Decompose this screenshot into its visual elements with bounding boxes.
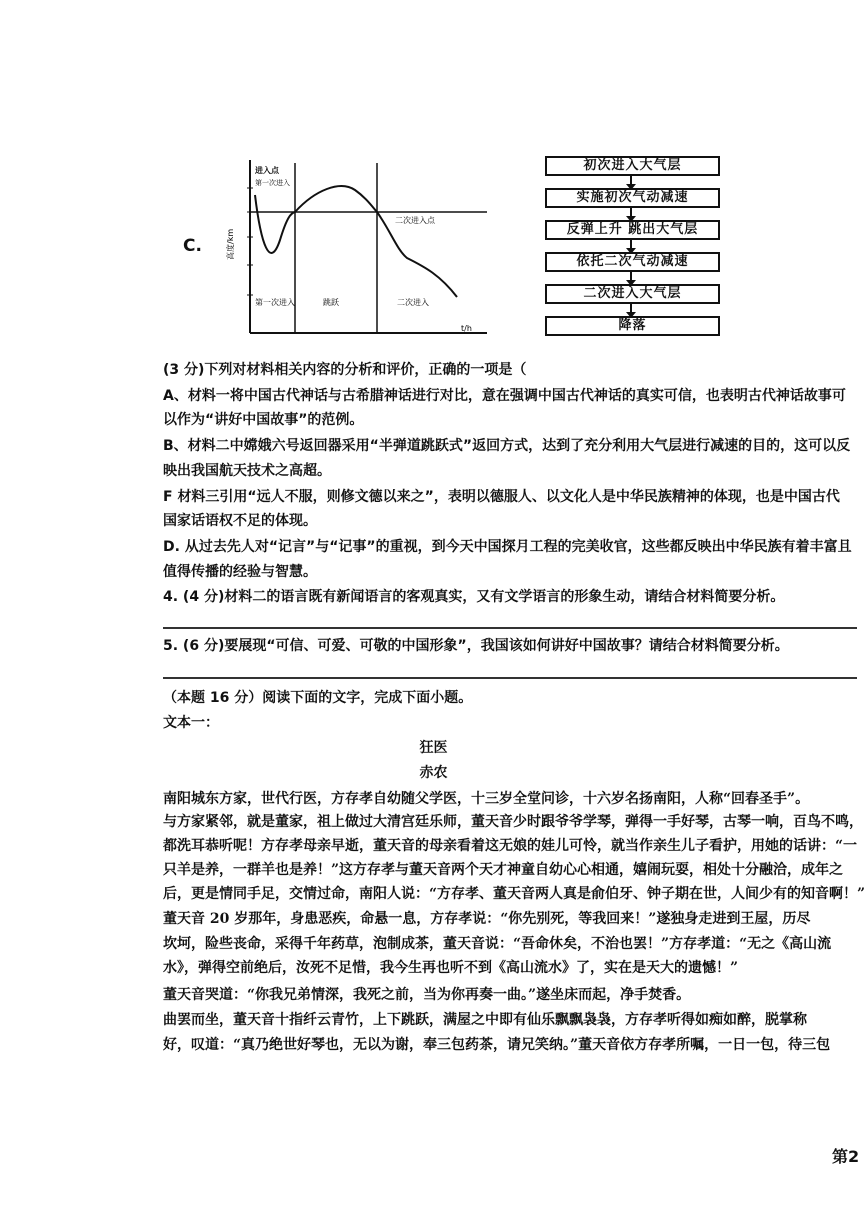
divider bbox=[163, 627, 857, 629]
page-number: 第2 bbox=[832, 1147, 860, 1166]
figure-c-label: C. bbox=[183, 236, 202, 256]
option-a-line1: A、材料一将中国古代神话与古希腊神话进行对比，意在强调中国古代神话的真实可信，也表明古代神话故事可 bbox=[163, 388, 846, 404]
chart-label-second-entry: 二次进入点 bbox=[395, 216, 435, 225]
trajectory-curve bbox=[255, 186, 457, 297]
story-line: 只羊是养，一群羊也是养！”这方存孝与董天音两个天才神童自幼心心相通，嬉闹玩耍，相处十分融洽，成年之 bbox=[163, 862, 844, 878]
flow-arrow-icon bbox=[630, 208, 632, 218]
chart-label-reentry: 二次进入 bbox=[397, 298, 429, 307]
story-line: 都洗耳恭听呢！方存孝母亲早逝，董天音的母亲看着这无娘的娃儿可怜，就当作亲生儿子看护，用她的话讲：“一 bbox=[163, 838, 858, 854]
flow-arrow-icon bbox=[630, 240, 632, 250]
option-b-line1: B、材料二中嫦娥六号返回器采用“半弹道跳跃式”返回方式，达到了充分利用大气层进行减速的目的，这可以反 bbox=[163, 438, 851, 454]
text-label: 文本一： bbox=[163, 715, 219, 731]
chart-y-label: 高度/km bbox=[226, 228, 235, 260]
flow-arrow-icon bbox=[630, 272, 632, 282]
chart-label-entry2: 第一次进入 bbox=[255, 179, 290, 187]
story-line: 水》，弹得空前绝后，汝死不足惜，我今生再也听不到《高山流水》了，实在是天大的遗憾！” bbox=[163, 960, 739, 976]
story-line: 好，叹道：“真乃绝世好琴也，无以为谢，奉三包药茶，请兄笑纳。”董天音依方存孝所嘱，一日一包，待三包 bbox=[163, 1037, 831, 1053]
flow-step: 依托二次气动减速 bbox=[545, 252, 720, 272]
story-title: 狂医 bbox=[419, 740, 448, 756]
question3-stem: (3 分)下列对材料相关内容的分析和评价，正确的一项是（ bbox=[163, 362, 527, 378]
option-f-line1: F 材料三引用“远人不服，则修文德以来之”，表明以德服人、以文化人是中华民族精神的体现，也是中国古代 bbox=[163, 489, 840, 505]
question4: 4. (4 分)材料二的语言既有新闻语言的客观真实，又有文学语言的形象生动，请结合材料简要分析。 bbox=[163, 589, 785, 605]
story-line: 南阳城东方家，世代行医，方存孝自幼随父学医，十三岁全堂问诊，十六岁名扬南阳，人称“回春圣手”。 bbox=[163, 791, 810, 807]
flow-arrow-icon bbox=[630, 176, 632, 186]
story-line: 董天音哭道：“你我兄弟情深，我死之前，当为你再奏一曲。”遂坐床而起，净手焚香。 bbox=[163, 987, 691, 1003]
trajectory-chart bbox=[225, 155, 495, 340]
story-line: 董天音 20 岁那年，身患恶疾，命悬一息，方存孝说：“你先别死，等我回来！”遂独身走进到王屋，历尽 bbox=[163, 911, 811, 927]
section-intro: （本题 16 分）阅读下面的文字，完成下面小题。 bbox=[163, 690, 473, 706]
option-b-line2: 映出我国航天技术之高超。 bbox=[163, 463, 331, 479]
chart-label-entry: 进入点 bbox=[255, 166, 279, 175]
option-d-line1: D. 从过去先人对“记言”与“记事”的重视，到今天中国探月工程的完美收官，这些都反映出中华民族有着丰富且 bbox=[163, 539, 852, 555]
story-line: 后，更是情同手足，交情过命，南阳人说：“方存孝、董天音两人真是俞伯牙、钟子期在世，人间少有的知音啊！” bbox=[163, 886, 866, 902]
option-d-line2: 值得传播的经验与智慧。 bbox=[163, 564, 317, 580]
flow-step: 实施初次气动减速 bbox=[545, 188, 720, 208]
story-line: 曲罢而坐，董天音十指纤云青竹，上下跳跃，满屋之中即有仙乐飘飘袅袅，方存孝听得如痴如醉，脱掌称 bbox=[163, 1012, 807, 1028]
divider bbox=[163, 677, 857, 679]
flow-arrow-icon bbox=[630, 304, 632, 314]
flow-step: 初次进入大气层 bbox=[545, 156, 720, 176]
chart-label-skip: 跳跃 bbox=[323, 298, 339, 307]
flow-step: 降落 bbox=[545, 316, 720, 336]
story-line: 与方家紧邻，就是董家，祖上做过大清宫廷乐师，董天音少时跟爷爷学琴，弹得一手好琴，古琴一响，百鸟不鸣， bbox=[163, 814, 863, 830]
option-a-line2: 以作为“讲好中国故事”的范例。 bbox=[163, 412, 364, 428]
question5: 5. (6 分)要展现“可信、可爱、可敬的中国形象”，我国该如何讲好中国故事？请结合材料简要分析。 bbox=[163, 638, 789, 654]
option-f-line2: 国家话语权不足的体现。 bbox=[163, 513, 317, 529]
flow-step: 二次进入大气层 bbox=[545, 284, 720, 304]
chart-x-unit: t/h bbox=[461, 324, 472, 333]
story-author: 赤农 bbox=[419, 765, 448, 781]
story-line: 坎坷，险些丧命，采得千年药草，泡制成茶，董天音说：“吾命休矣，不治也罢！”方存孝道：“无之《高山流 bbox=[163, 936, 832, 952]
chart-label-first-entry: 第一次进入 bbox=[255, 298, 295, 307]
flow-step: 反弹上升 跳出大气层 bbox=[545, 220, 720, 240]
